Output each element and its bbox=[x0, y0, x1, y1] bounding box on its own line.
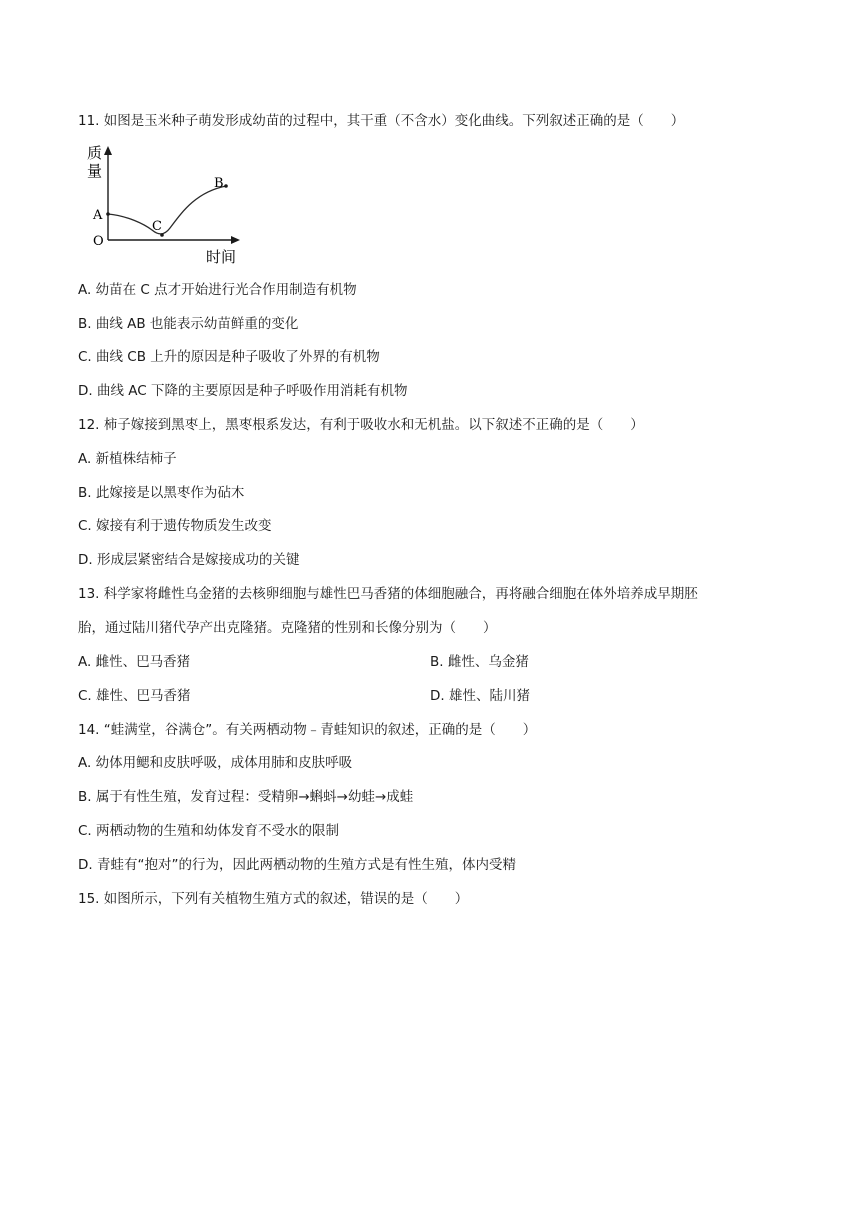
q13-option-a: A. 雌性、巴马香猪 bbox=[78, 654, 191, 670]
y-label-1: 质 bbox=[87, 144, 103, 162]
q14-option-d: D. 青蛙有“抱对”的行为，因此两栖动物的生殖方式是有性生殖，体内受精 bbox=[78, 857, 516, 873]
q13-stem-line2: 胎，通过陆川猪代孕产出克隆猪。克隆猪的性别和长像分别为（ ） bbox=[78, 620, 497, 636]
q12-stem: 12. 柿子嫁接到黑枣上，黑枣根系发达，有利于吸收水和无机盐。以下叙述不正确的是（ ） bbox=[78, 417, 644, 433]
q14-option-c: C. 两栖动物的生殖和幼体发育不受水的限制 bbox=[78, 823, 340, 839]
q14-option-a: A. 幼体用鳃和皮肤呼吸，成体用肺和皮肤呼吸 bbox=[78, 755, 353, 771]
q11-option-b: B. 曲线 AB 也能表示幼苗鲜重的变化 bbox=[78, 316, 299, 332]
q13-option-c: C. 雄性、巴马香猪 bbox=[78, 688, 191, 704]
point-b-label: B bbox=[214, 176, 224, 191]
q13-option-d: D. 雄性、陆川猪 bbox=[430, 688, 530, 704]
point-c-label: C bbox=[152, 219, 162, 234]
y-axis-arrow bbox=[104, 146, 112, 155]
point-b-dot bbox=[224, 184, 228, 188]
q13-stem-line1: 13. 科学家将雌性乌金猪的去核卵细胞与雄性巴马香猪的体细胞融合，再将融合细胞在体外培养成早期胚 bbox=[78, 586, 698, 602]
dry-weight-curve-chart bbox=[86, 140, 246, 270]
q15-stem: 15. 如图所示，下列有关植物生殖方式的叙述，错误的是（ ） bbox=[78, 891, 469, 907]
q12-option-c: C. 嫁接有利于遗传物质发生改变 bbox=[78, 518, 272, 534]
q14-stem: 14. “蛙满堂，谷满仓”。有关两栖动物﹣青蛙知识的叙述，正确的是（ ） bbox=[78, 722, 537, 738]
q14-option-b: B. 属于有性生殖，发育过程：受精卵→蝌蚪→幼蛙→成蛙 bbox=[78, 789, 414, 805]
point-a-dot bbox=[106, 212, 110, 216]
origin-label: O bbox=[93, 234, 104, 249]
q12-option-a: A. 新植株结柿子 bbox=[78, 451, 177, 467]
q11-figure bbox=[86, 140, 246, 270]
q11-option-a: A. 幼苗在 C 点才开始进行光合作用制造有机物 bbox=[78, 282, 357, 298]
q11-option-c: C. 曲线 CB 上升的原因是种子吸收了外界的有机物 bbox=[78, 349, 380, 365]
y-label-2: 量 bbox=[87, 162, 103, 180]
q12-option-d: D. 形成层紧密结合是嫁接成功的关键 bbox=[78, 552, 300, 568]
x-label: 时间 bbox=[206, 248, 237, 266]
x-axis-arrow bbox=[231, 236, 240, 244]
q11-option-d: D. 曲线 AC 下降的主要原因是种子呼吸作用消耗有机物 bbox=[78, 383, 408, 399]
q12-option-b: B. 此嫁接是以黑枣作为砧木 bbox=[78, 485, 245, 501]
q11-stem: 11. 如图是玉米种子萌发形成幼苗的过程中，其干重（不含水）变化曲线。下列叙述正确的是（ ） bbox=[78, 113, 685, 129]
dry-weight-curve bbox=[108, 186, 226, 234]
q13-option-b: B. 雌性、乌金猪 bbox=[430, 654, 529, 670]
point-a-label: A bbox=[93, 208, 103, 223]
